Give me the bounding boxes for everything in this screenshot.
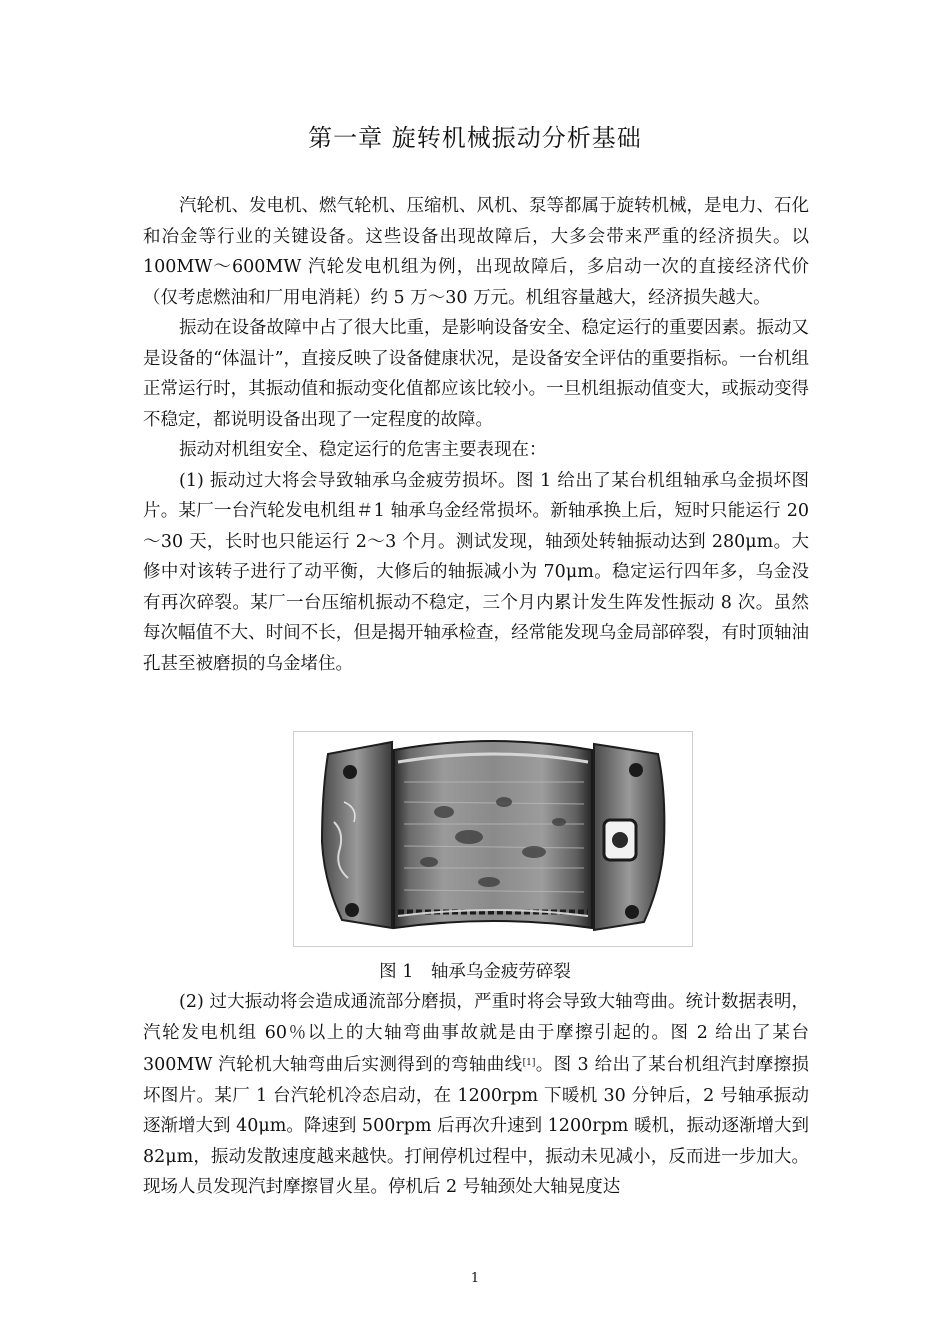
paragraph-item-1: (1) 振动过大将会导致轴承乌金疲劳损坏。图 1 给出了某台机组轴承乌金损坏图片。某厂一台汽轮发电机组＃1 轴承乌金经常损坏。新轴承换上后，短时只能运行 20～30 天，长时也只能运行 2～3 个月。测试发现，轴颈处转轴振动达到 280μm。大修中对该转子进行了动平衡，大修后的轴振减小为 70μm。稳定运行四年多，乌金没有再次碎裂。某厂一台压缩机振动不稳定，三个月内累计发生阵发性振动 8 次。虽然每次幅值不大、时间不长，但是揭开轴承检查，经常能发现乌金局部碎裂，有时顶轴油孔甚至被磨损的乌金堵住。 [143, 470, 809, 674]
paragraph-intro: 汽轮机、发电机、燃气轮机、压缩机、风机、泵等都属于旋转机械，是电力、石化和冶金等行业的关键设备。这些设备出现故障后，大多会带来严重的经济损失。以 100MW～600MW 汽轮发电机组为例，出现故障后，多启动一次的直接经济代价（仅考虑燃油和厂用电消耗）约 5 万～30 万元。机组容量越大，经济损失越大。 [143, 196, 809, 308]
paragraph-item-2-text-b: 。图 3 给出了某台机组汽封摩擦损坏图片。某厂 1 台汽轮机冷态启动，在 1200rpm 下暖机 30 分钟后，2 号轴承振动逐渐增大到 40μm。降速到 500rpm 后再次升速到 1200rpm 暖机，振动逐渐增大到 82μm，振动发散速度越来越快。打闸停机过程中，振动未见减小，反而进一步加大。现场人员发现汽封摩擦冒火星。停机后 2 号轴颈处大轴晃度达 [143, 1055, 809, 1197]
paragraph-vibration-importance: 振动在设备故障中占了很大比重，是影响设备安全、稳定运行的重要因素。振动又是设备的“体温计”，直接反映了设备健康状况，是设备安全评估的重要指标。一台机组正常运行时，其振动值和振动变化值都应该比较小。一旦机组振动值变大，或振动变得不稳定，都说明设备出现了一定程度的故障。 [143, 318, 809, 430]
paragraph-item-2 [143, 987, 809, 1203]
chapter-title: 第一章 旋转机械振动分析基础 [308, 124, 642, 152]
body-text-bottom [143, 987, 809, 1203]
paragraph-item-2-text-a: (2) 过大振动将会造成通流部分磨损，严重时将会导致大轴弯曲。统计数据表明，汽轮发电机组 60％以上的大轴弯曲事故就是由于摩擦引起的。图 2 给出了某台 300MW 汽轮机大轴弯曲后实测得到的弯轴曲线 [143, 992, 809, 1075]
figure-bearing-photo [293, 731, 693, 947]
body-text-top [143, 191, 809, 679]
page-number: 1 [470, 1271, 480, 1286]
reference-mark: [1] [522, 1058, 536, 1068]
bearing-babbitt-fatigue-image [294, 732, 692, 946]
paragraph-hazards-lead: 振动对机组安全、稳定运行的危害主要表现在： [179, 440, 547, 460]
figure-caption: 图 1 轴承乌金疲劳碎裂 [379, 962, 571, 982]
